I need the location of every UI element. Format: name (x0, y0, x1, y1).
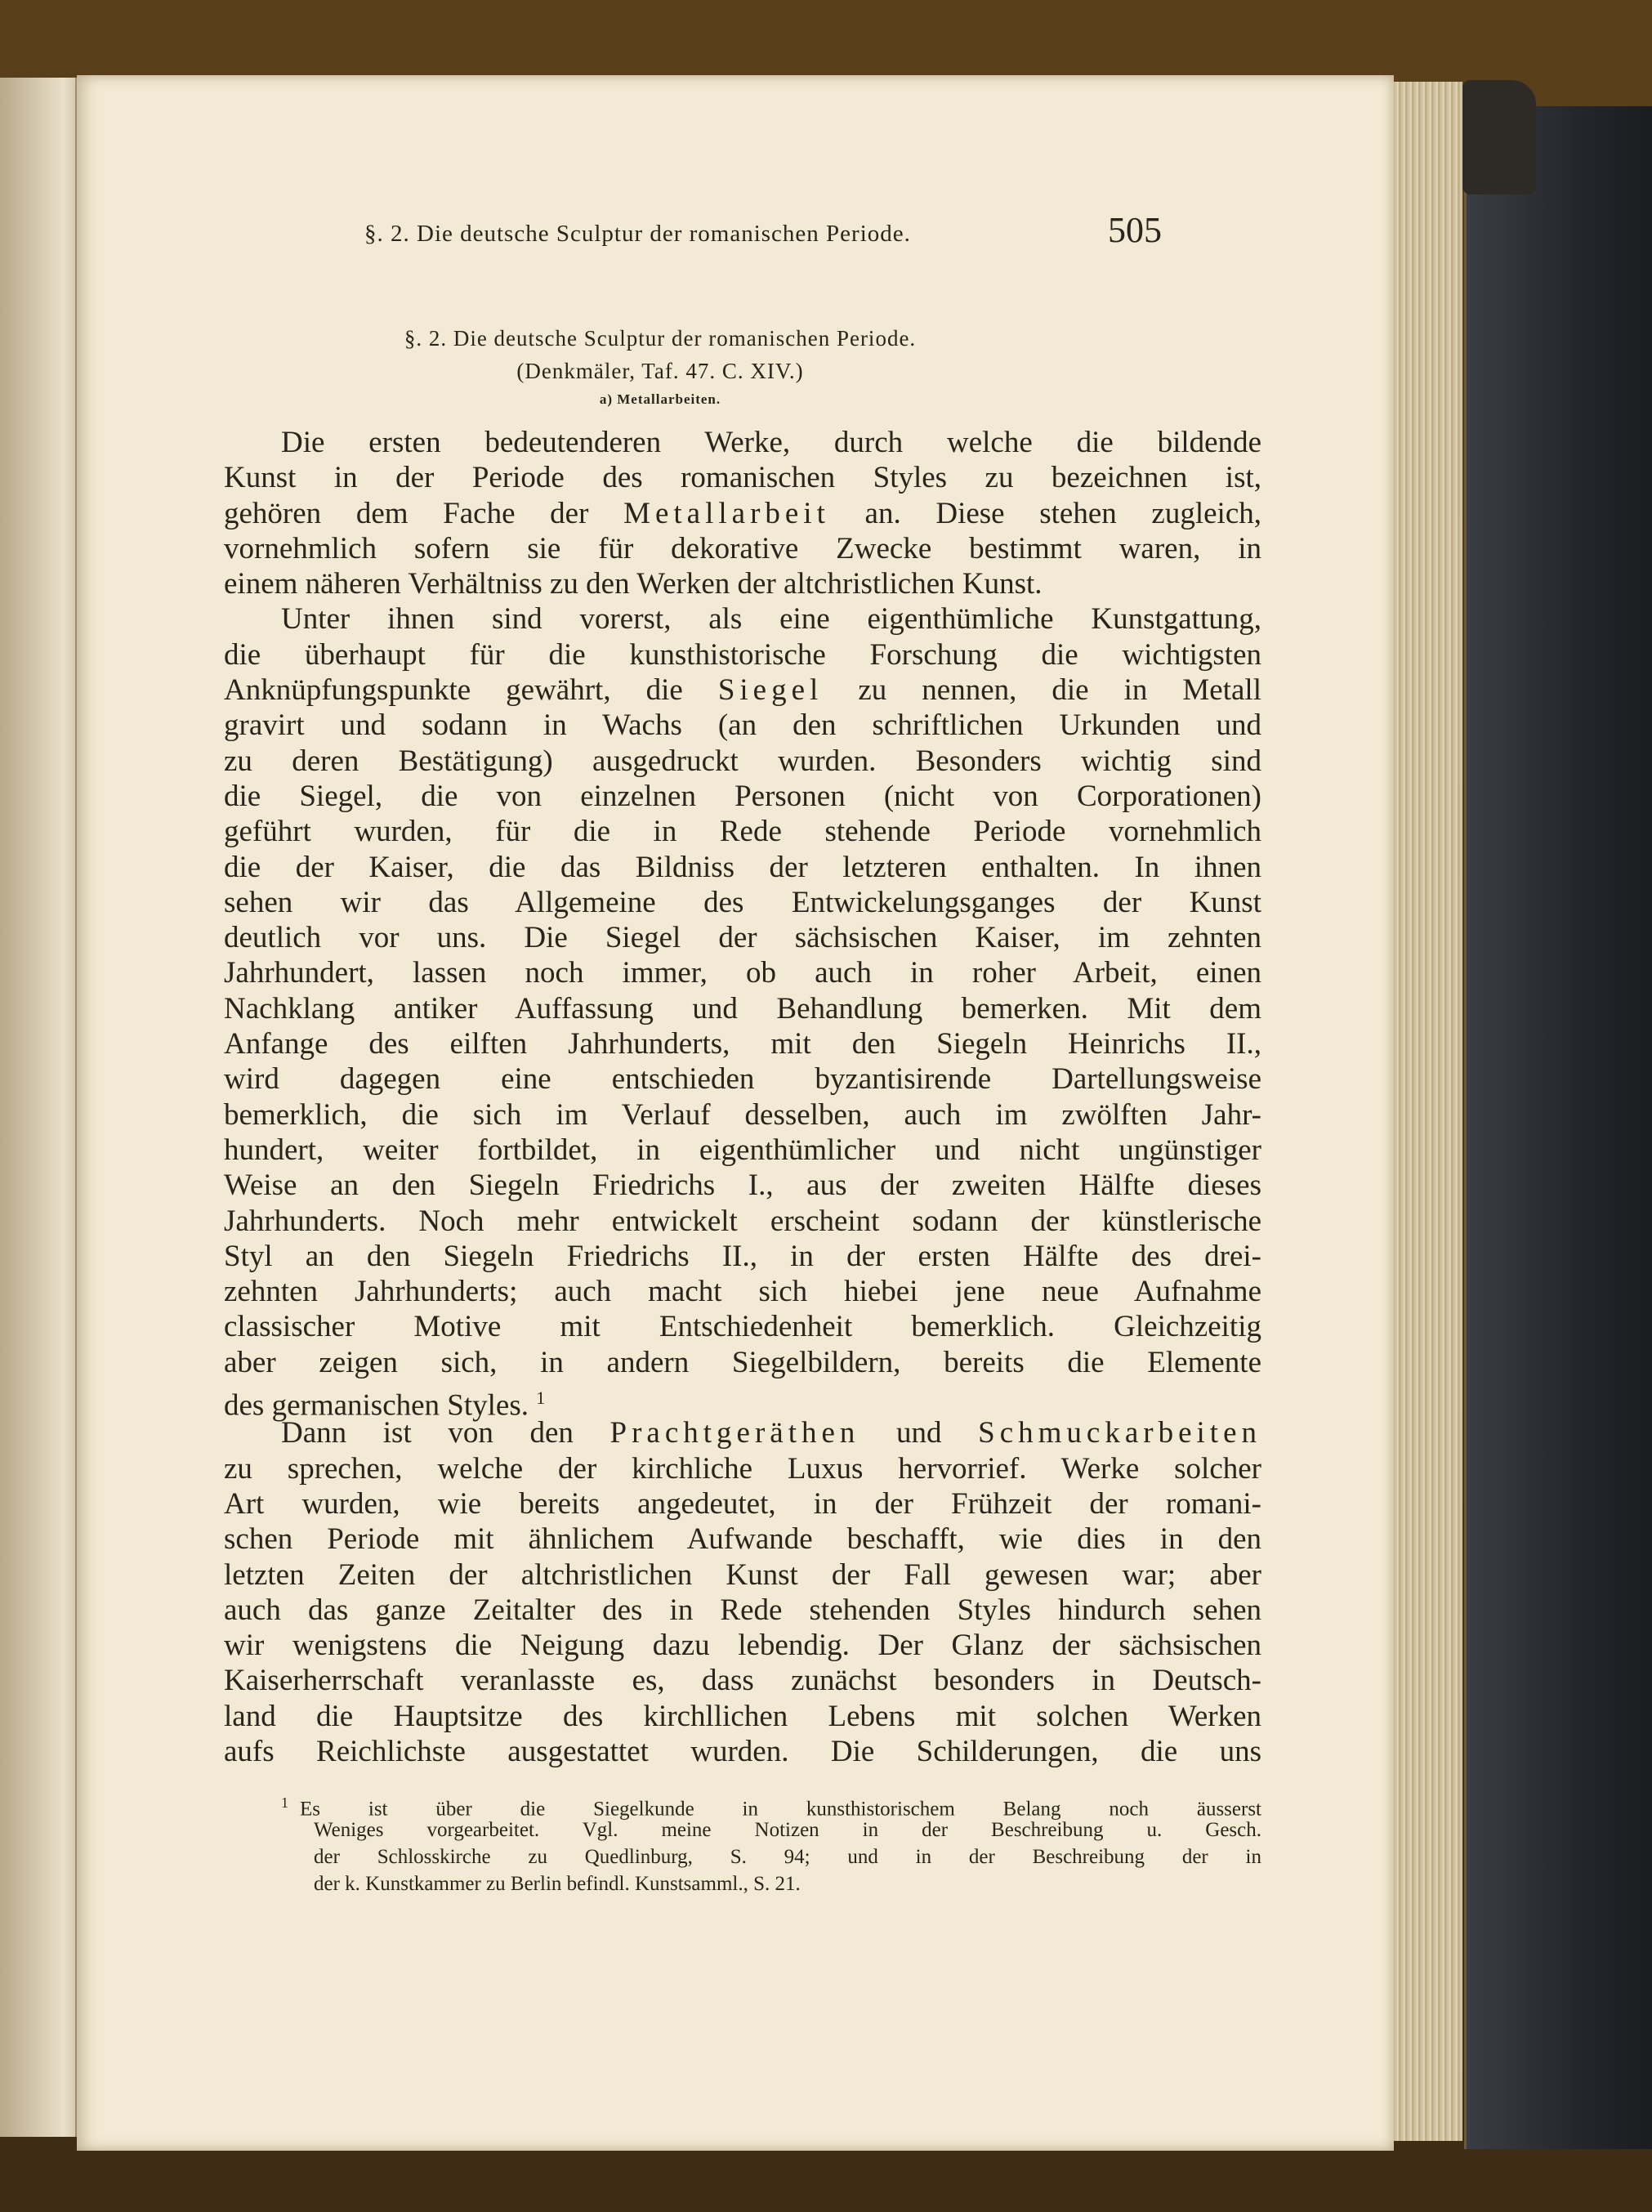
text-line: schen Periode mit ähnlichem Aufwande beschafft, wie dies in den (224, 1522, 1261, 1557)
text-line: wird dagegen eine entschieden byzantisirende Dartellungsweise (224, 1062, 1261, 1097)
section-reference: (Denkmäler, Taf. 47. C. XIV.) (516, 359, 804, 383)
text-line (224, 496, 1261, 531)
section-heading (235, 322, 1085, 412)
subsection-title: a) Metallarbeiten. (599, 391, 721, 407)
footnote-line (281, 1790, 1261, 1821)
book-page (77, 75, 1394, 2151)
text-line: Kunst in der Periode des romanischen Styles zu bezeichnen ist, (224, 461, 1261, 495)
footnote-line: Weniges vorgearbeitet. Vgl. meine Notizen in der Beschreibung u. Gesch. (314, 1819, 1261, 1841)
text-line: aber zeigen sich, in andern Siegelbildern, bereits die Elemente (224, 1345, 1261, 1379)
page-content (77, 75, 1394, 2151)
footnote-reference: 1 (536, 1388, 546, 1409)
text-line (224, 1415, 1261, 1450)
text-span: an. Diese stehen zugleich, (829, 496, 1261, 530)
text-line: Nachklang antiker Auffassung und Behandlung bemerken. Mit dem (224, 991, 1261, 1026)
running-header-title: §. 2. Die deutsche Sculptur der romanischen Periode. (364, 221, 911, 247)
facing-page-edge (0, 78, 77, 2137)
text-line: Anfange des eilften Jahrhunderts, mit den Siegeln Heinrichs II., (224, 1027, 1261, 1061)
text-line: hundert, weiter fortbildet, in eigenthümlicher und nicht ungünstiger (224, 1133, 1261, 1167)
page-number: 505 (1108, 210, 1162, 250)
text-line: vornehmlich sofern sie für dekorative Zwecke bestimmt waren, in (224, 531, 1261, 565)
text-span: zu nennen, die in Metall (823, 673, 1261, 708)
book-fore-edge (1389, 82, 1462, 2141)
text-line: auch das ganze Zeitalter des in Rede stehenden Styles hindurch sehen (224, 1593, 1261, 1627)
text-line: zehnten Jahrhunderts; auch macht sich hiebei jene neue Aufnahme (224, 1275, 1261, 1309)
text-span: Dann ist von den (281, 1416, 610, 1450)
text-line: gravirt und sodann in Wachs (an den schriftlichen Urkunden und (224, 708, 1261, 743)
text-line: zu deren Bestätigung) ausgedruckt wurden. Besonders wichtig sind (224, 744, 1261, 778)
text-line: classischer Motive mit Entschiedenheit bemerklich. Gleichzeitig (224, 1310, 1261, 1344)
text-line (224, 1380, 1261, 1423)
text-line: die überhaupt für die kunsthistorische Forschung die wichtigsten (224, 637, 1261, 672)
text-line: Art wurden, wie bereits angedeutet, in der Frühzeit der romani- (224, 1486, 1261, 1521)
body-text (224, 425, 1261, 1769)
text-span: und (859, 1416, 979, 1450)
cover-corner (1462, 80, 1536, 194)
text-line: land die Hauptsitze des kirchllichen Lebens mit solchen Werken (224, 1699, 1261, 1733)
emphasis-schmuckarbeiten: Schmuckarbeiten (978, 1416, 1261, 1450)
footnote-text: Es ist über die Siegelkunde in kunsthistorischem Belang noch äusserst (300, 1798, 1261, 1821)
footnote-line: der Schlosskirche zu Quedlinburg, S. 94; und in der Beschreibung der in (314, 1846, 1261, 1868)
text-line: die der Kaiser, die das Bildniss der letzteren enthalten. In ihnen (224, 850, 1261, 884)
text-line (224, 673, 1261, 708)
text-line: deutlich vor uns. Die Siegel der sächsischen Kaiser, im zehnten (224, 921, 1261, 955)
text-line: Die ersten bedeutenderen Werke, durch welche die bildende (281, 426, 1261, 459)
footnote-line: der k. Kunstkammer zu Berlin befindl. Kunstsamml., S. 21. (314, 1873, 801, 1895)
footnote-mark: 1 (281, 1794, 288, 1811)
text-line: letzten Zeiten der altchristlichen Kunst der Fall gewesen war; aber (224, 1557, 1261, 1592)
text-span: gehören dem Fache der (224, 496, 624, 530)
emphasis-prachtgeraethen: Prachtgeräthen (609, 1416, 860, 1450)
text-line: Styl an den Siegeln Friedrichs II., in der ersten Hälfte des drei- (224, 1239, 1261, 1273)
text-line: wir wenigstens die Neigung dazu lebendig. Der Glanz der sächsischen (224, 1629, 1261, 1663)
text-line: einem näheren Verhältniss zu den Werken der altchristlichen Kunst. (224, 567, 1043, 601)
text-line: Jahrhundert, lassen noch immer, ob auch in roher Arbeit, einen (224, 956, 1261, 990)
footnotes (281, 1790, 1261, 1897)
text-line: sehen wir das Allgemeine des Entwickelungsganges der Kunst (224, 885, 1261, 919)
emphasis-siegel: Siegel (717, 673, 824, 708)
text-line: geführt wurden, für die in Rede stehende Periode vornehmlich (224, 815, 1261, 849)
book-cover-board (1464, 106, 1652, 2149)
text-span: Anknüpfungspunkte gewährt, die (224, 673, 718, 708)
section-title: §. 2. Die deutsche Sculptur der romanischen Periode. (404, 326, 917, 351)
text-line: Unter ihnen sind vorerst, als eine eigenthümliche Kunstgattung, (281, 602, 1261, 637)
text-span: des germanischen Styles. (224, 1388, 529, 1423)
text-line: Jahrhunderts. Noch mehr entwickelt erscheint sodann der künstlerische (224, 1204, 1261, 1238)
text-line: zu sprechen, welche der kirchliche Luxus hervorrief. Werke solcher (224, 1451, 1261, 1486)
text-line: aufs Reichlichste ausgestattet wurden. Die Schilderungen, die uns (224, 1734, 1261, 1768)
text-line: Kaiserherrschaft veranlasste es, dass zunächst besonders in Deutsch- (224, 1664, 1261, 1698)
text-line: Weise an den Siegeln Friedrichs I., aus der zweiten Hälfte dieses (224, 1169, 1261, 1203)
text-line: die Siegel, die von einzelnen Personen (nicht von Corporationen) (224, 779, 1261, 813)
emphasis-metallarbeit: Metallarbeit (623, 496, 830, 530)
text-line: bemerklich, die sich im Verlauf desselben, auch im zwölften Jahr- (224, 1097, 1261, 1132)
